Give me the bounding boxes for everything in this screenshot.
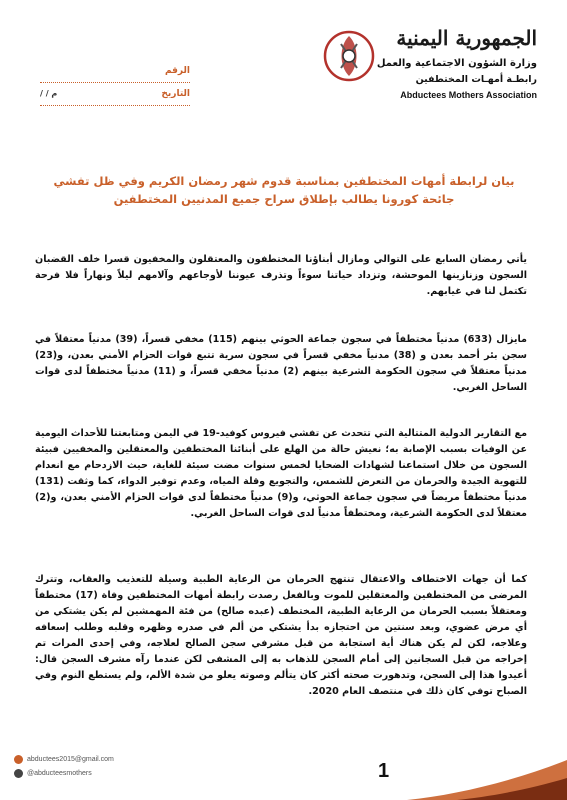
- paragraph-medical-neglect: كما أن جهات الاختطاف والاعتقال تنتهج الحرمان من الرعاية الطبية وسيلة للتعذيب والعقاب، وتترك المرضى من المختطفين والمعتقلين للموت وبالفعل رصدت رابطة أمهات المختطفين وفاة (17) مختطفاً ومعتقلاً بسبب الحرمان من الرعاية الطبية، المختطف (عبده صالح) من فئة المهمشين لم يكن يشتكي من أي مرض عضوي، وبعد سنتين من احتجازه بدأ يشتكي من ألم في صدره وظهره وقلبه وطلب إسعافه وعلاجه، لكن لم يكن هناك أية استجابة من قبل مشرفي سجن الصالح لعلاجه، وفي إحدى المرات تم إخراجه من قبل السجانين إلى أمام السجن للذهاب به إلى المشفى لكن عندما رآه مشرف السجن قال: أعيدوا هذا إلى السجن، وتدهورت صحته أكثر كان يتألم وصوته يعلو من شدة الألم، ولم يستطع النوم وفي الصباح توفي كان ذلك في منتصف العام 2020.: [35, 573, 527, 697]
- paragraph-ramadan: يأتي رمضان السابع على التوالي ومازال أبناؤنا المختطفون والمعتقلون والمخفيون قسرا خلف القضبان السجون وزنازينها الموحشة، وتزداد حياتنا سوءاً وتذرف عيوننا لأوجاعهم وآلامهم ليلاً ونهاراً فلا فرحة تكتمل لنا في غيابهم.: [35, 253, 527, 297]
- email-text: abductees2015@gmail.com: [27, 755, 114, 763]
- date-slots: / / م: [40, 89, 58, 98]
- mail-icon: [14, 755, 23, 764]
- reference-label: الرقم: [164, 66, 190, 76]
- statement-title: بيان لرابطة أمهات المختطفين بمناسبة قدوم شهر رمضان الكريم وفي ظل تفشي جائحة كورونا يطالب بإطلاق سراح جميع المدنيين المختطفين: [53, 174, 515, 206]
- letterhead: [285, 14, 545, 104]
- reference-row: [40, 64, 190, 83]
- association-name-arabic: رابطـة أمهـات المختطفين: [415, 74, 537, 85]
- social-row: [14, 766, 114, 780]
- ministry-name: وزارة الشؤون الاجتماعية والعمل: [376, 58, 537, 69]
- footer-contacts: [14, 752, 114, 780]
- footer-decoration: [367, 740, 567, 800]
- page-number: 1: [378, 760, 390, 782]
- paragraph-detainee-counts: مايزال (633) مدنياً مختطفاً في سجون جماعة الحوثي بينهم (115) مخفي قسراً، (39) مدنياً معتقلاً في سجن بئر أحمد بعدن و (38) مدنياً مخفي قسراً في سجون سرية تتبع قوات الحزام الأمني بعدن، و(23) مدنياً معتقلاً في سجون الحكومة الشرعية بينهم (2) مدنياً مخفي قسراً، و (11) مدنياً مختطفاً لدى قوات الساحل الغربي.: [35, 333, 527, 393]
- logo-emblem-icon: [321, 26, 377, 86]
- social-icon: [14, 769, 23, 778]
- logo-calligraphy: الجمهورية اليمنية: [396, 26, 537, 50]
- association-name-english: Abductees Mothers Association: [400, 90, 537, 100]
- reference-box: [40, 64, 190, 110]
- date-label: التاريخ: [161, 89, 190, 99]
- date-row: [40, 87, 190, 106]
- social-handle: @abducteesmothers: [27, 769, 92, 777]
- paragraph-covid-conditions: مع التقارير الدولية المتتالية التي تتحدث عن تفشي فيروس كوفيد-19 في اليمن ومتابعتنا للأحداث اليومية عن الوفيات بسبب الإصابة به؛ نعيش حالة من الهلع على أبنائنا المختطفين والمعتقلين والمخفيين فبيئة السجون من خلال استماعنا لشهادات الضحايا لخمس سنوات مضت سيئة للغاية، حيث الازدحام مع انعدام للتهوية الجيدة والحرمان من التعرض للشمس، والتجويع وقلة المياه، وعدم توفير الدواء، كما وثقت (131) مدنياً مختطفاً مريضاً في سجون جماعة الحوثي، و(9) مدنياً مختطفاً لدى قوات الحزام الأمني بعدن، و(2) معتقلاً لدى الحكومة الشرعية، ومختطفاً مدنياً لدى قوات الساحل الغربي.: [35, 427, 528, 519]
- email-row: [14, 752, 114, 766]
